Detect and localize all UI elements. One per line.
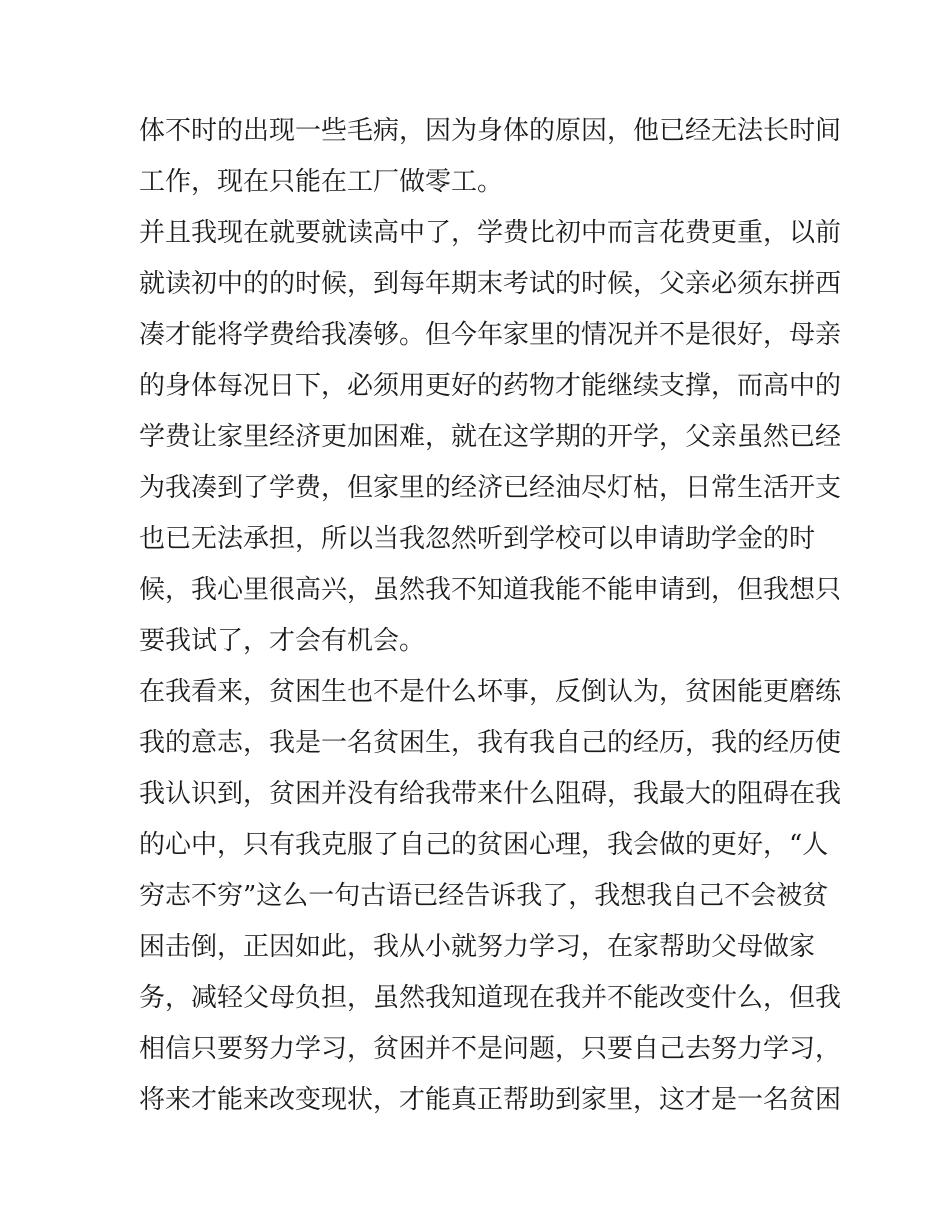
text-line: 务，减轻父母负担，虽然我知道现在我并不能改变什么，但我 bbox=[139, 983, 842, 1013]
text-line: 将来才能来改变现状，才能真正帮助到家里，这才是一名贫困 bbox=[139, 1085, 842, 1115]
text-line: 我认识到，贫困并没有给我带来什么阻碍，我最大的阻碍在我 bbox=[139, 779, 842, 809]
text-line: 穷志不穷”这么一句古语已经告诉我了，我想我自己不会被贫 bbox=[139, 881, 829, 911]
text-line: 凑才能将学费给我凑够。但今年家里的情况并不是很好，母亲 bbox=[139, 320, 842, 350]
text-line: 我的意志，我是一名贫困生，我有我自己的经历，我的经历使 bbox=[139, 728, 842, 758]
text-line: 的身体每况日下，必须用更好的药物才能继续支撑，而高中的 bbox=[139, 371, 842, 401]
text-line: 候，我心里很高兴，虽然我不知道我能不能申请到，但我想只 bbox=[139, 575, 842, 605]
text-line: 学费让家里经济更加困难，就在这学期的开学，父亲虽然已经 bbox=[139, 422, 842, 452]
text-line: 困击倒，正因如此，我从小就努力学习，在家帮助父母做家 bbox=[139, 932, 816, 962]
text-line: 就读初中的的时候，到每年期末考试的时候，父亲必须东拼西 bbox=[139, 269, 842, 299]
text-line: 为我凑到了学费，但家里的经济已经油尽灯枯，日常生活开支 bbox=[139, 473, 842, 503]
body-text bbox=[139, 106, 842, 1126]
text-line: 也已无法承担，所以当我忽然听到学校可以申请助学金的时 bbox=[139, 524, 816, 554]
text-line: 在我看来，贫困生也不是什么坏事，反倒认为，贫困能更磨练 bbox=[139, 677, 842, 707]
text-line: 工作，现在只能在工厂做零工。 bbox=[139, 167, 504, 197]
text-line: 要我试了，才会有机会。 bbox=[139, 626, 426, 656]
text-line: 并且我现在就要就读高中了，学费比初中而言花费更重，以前 bbox=[139, 218, 842, 248]
text-line: 的心中，只有我克服了自己的贫困心理，我会做的更好，“人 bbox=[139, 830, 829, 860]
text-line: 相信只要努力学习，贫困并不是问题，只要自己去努力学习， bbox=[139, 1034, 842, 1064]
text-line: 体不时的出现一些毛病，因为身体的原因，他已经无法长时间 bbox=[139, 116, 842, 146]
